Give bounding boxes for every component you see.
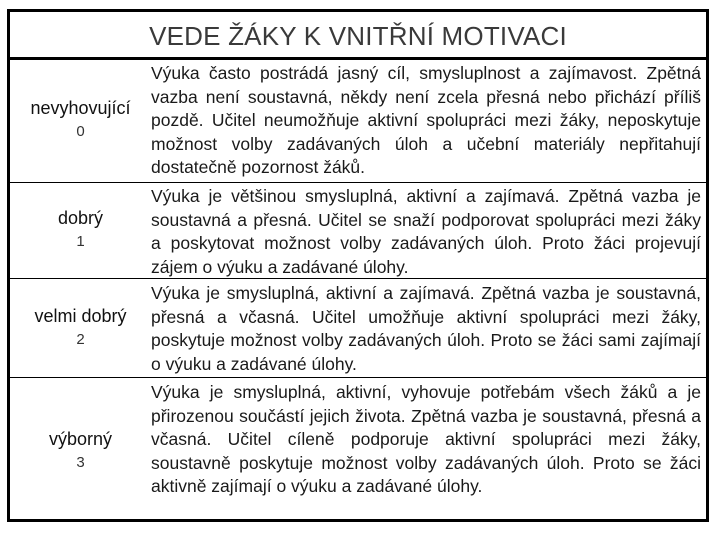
rating-label: dobrý [57, 208, 104, 228]
rating-description: Výuka často postrádá jasný cíl, smysluplnost a zajímavost. Zpětná vazba není soustavná, někdy není zcela přesná nebo přichází příliš pozdě. Učitel neumožňuje aktivní spolupráci mezi žáky, neposkytuje možnost volby zadávaných úloh a učební materiály nepřitahují dostatečně pozornost žáků. [151, 63, 701, 177]
rubric-row-3 [10, 377, 706, 520]
rating-cell [10, 305, 151, 351]
table-title: VEDE ŽÁKY K VNITŘNÍ MOTIVACI [10, 12, 706, 60]
rating-score: 0 [76, 123, 85, 140]
rating-label: nevyhovující [30, 98, 131, 118]
rating-description: Výuka je smysluplná, aktivní a zajímavá. Zpětná vazba je soustavná, přesná a včasná. Učitel umožňuje aktivní spolupráci mezi žáky, poskytuje možnost volby zadávaných úloh. Proto se žáci sami zajímají o výuku a zadávané úlohy. [151, 283, 701, 374]
rating-score: 2 [76, 331, 85, 348]
rating-description: Výuka je smysluplná, aktivní, vyhovuje potřebám všech žáků a je přirozenou součástí jejich života. Zpětná vazba je soustavná, přesná a včasná. Učitel cíleně podporuje aktivní spolupráci mezi žáky, soustavně poskytuje možnost volby zadávaných úloh. Proto se žáci aktivně zajímají o výuku a zadávané úlohy. [151, 382, 701, 496]
rating-description: Výuka je většinou smysluplná, aktivní a zajímavá. Zpětná vazba je soustavná a přesná. Učitel se snaží podporovat spolupráci mezi žáky a poskytovat možnost volby zadávaných úloh. Proto žáci projevují zájem o výuku a zadávané úlohy. [151, 186, 701, 277]
rating-cell [10, 207, 151, 253]
rating-cell [10, 97, 151, 143]
rubric-row-1 [10, 182, 706, 279]
rating-score: 1 [76, 233, 85, 250]
rubric-row-0 [10, 60, 706, 182]
rating-score: 3 [76, 454, 85, 471]
rubric-row-2 [10, 278, 706, 378]
rubric-table [7, 9, 709, 522]
rating-cell [10, 428, 151, 474]
rating-label: velmi dobrý [34, 306, 127, 326]
rating-label: výborný [48, 429, 113, 449]
